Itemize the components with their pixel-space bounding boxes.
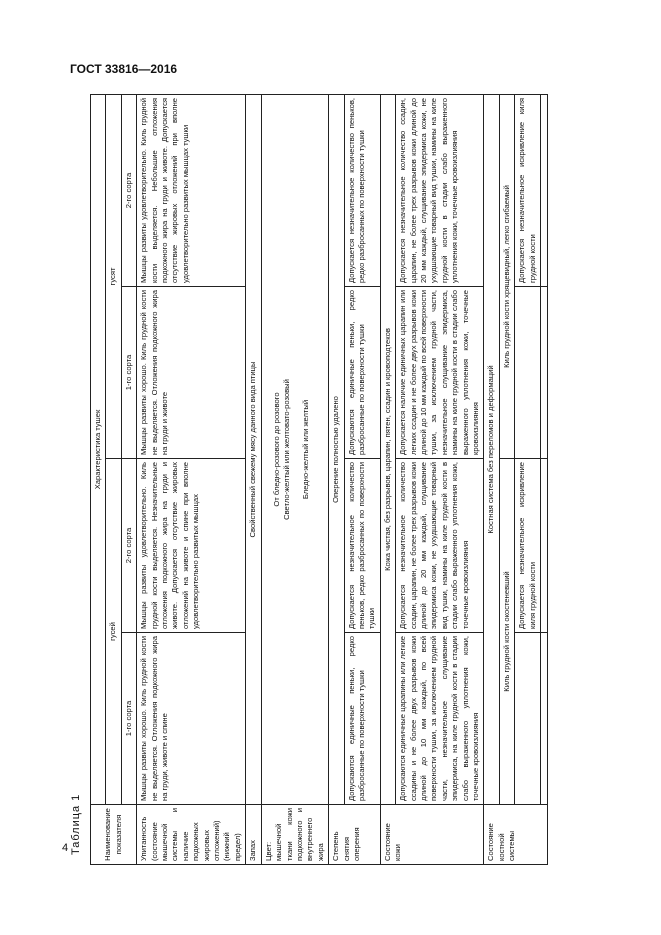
row-plucking [329, 95, 344, 865]
header-characteristic: Характеристика тушек [91, 95, 106, 805]
skin-goslings-grade2: Допускается незначительное количество ссадин, царапин, не более трех разрывов кожи длиной до 20 мм каждый, слущивание эпидермиса кожи, не ухудшающие товарный вид тушки, намины на киле грудной кости в стадии слабо выраженного уплотнения кожи, точечные кровоизлияния [396, 95, 484, 287]
color-label: Цвет: мышечной ткани кожи подкожного и внутреннего жира [261, 805, 328, 865]
header-geese-grade1: 1-го сорта [121, 633, 136, 805]
skin-common: Кожа чистая, без разрывов, царапин, пятен, ссадин и кровоподтеков [380, 95, 395, 805]
bones-goslings-grade1-empty [515, 287, 541, 459]
fatness-geese-grade2: Мышцы развиты удовлетворительно. Киль грудной кости выделяется. Незначительные отложения подкожного жира на груди и животе. Допускается отсутствие жировых отложений на животе и спине при вполне удовлетворительно развитых мышцах [137, 459, 246, 633]
row-bones-spacer [541, 95, 548, 865]
color-skin: Светло-желтый или желтовато-розовый [282, 379, 292, 520]
plucking-geese-grade1: Допускаются единичные пеньки, редко разбросанные по поверхности тушки [344, 633, 380, 805]
plucking-common: Оперение полностью удалено [329, 95, 344, 805]
bones-goslings-grade2: Допускается незначительное искривление киля грудной кости [515, 95, 541, 287]
row-bones-grade2 [515, 95, 541, 865]
skin-goslings-grade1: Допускается наличие единичных царапин или легких ссадин и не более двух разрывов кожи длиной до 10 мм каждый по всей поверхности тушки, за исключением грудной части, незначительное слущивание эпидермиса, намины на киле грудной кости в стадии слабо выраженного уплотнения кожи, точечные кровоизлияния [396, 287, 484, 459]
row-bones [484, 95, 499, 865]
skin-label: Состояние кожи [380, 805, 484, 865]
plucking-geese-grade2: Допускается незначительное количество пеньков, редко разбросанных по поверхности тушки [344, 459, 380, 633]
bones-geese-grade2: Допускается незначительное искривление киля грудной кости [515, 459, 541, 633]
header-name: Наименование показателя [91, 805, 137, 865]
fatness-geese-grade1: Мышцы развиты хорошо. Киль грудной кости не выделяется. Отложения подкожного жира на груди, животе и спине [137, 633, 246, 805]
bones-goslings-keel: Киль грудной кости хрящевидный, легко сгибаемый [499, 95, 514, 459]
bones-common: Костная система без переломов и деформаций [484, 95, 499, 805]
header-goslings: гусят [106, 95, 121, 459]
table-caption: Таблица 1 [70, 793, 82, 855]
plucking-label: Степень снятия оперения [329, 805, 381, 865]
row-skin-details [396, 95, 484, 865]
bones-geese-grade1-empty [515, 633, 541, 805]
row-smell [246, 95, 261, 865]
fatness-goslings-grade1: Мышцы развиты хорошо. Киль грудной кости не выделяется. Отложения подкожного жира на груди и животе [137, 287, 246, 459]
row-bones-keel [499, 95, 514, 865]
color-fat: Бледно-желтый или желтый [300, 399, 310, 500]
row-fatness [137, 95, 246, 865]
fatness-label: Упитанность (состояние мышечной системы и наличие подкожных жировых отложений) (нижний предел) [137, 805, 246, 865]
bones-label: Состояние костной системы [484, 805, 548, 865]
plucking-goslings-grade1: Допускаются единичные пеньки, редко разбросанные по поверхности тушки [344, 287, 380, 459]
quality-table [90, 94, 548, 865]
header-goslings-grade1: 1-го сорта [121, 287, 136, 459]
skin-geese-grade1: Допускаются единичные царапины или легкие ссадины и не более двух разрывов кожи длиной до 10 мм каждый, по всей поверхности тушки, за исключением грудной части, незначительное слущивание эпидермиса, на киле грудной кости в стадии слабо выраженного уплотнения кожи, точечные кровоизлияния [396, 633, 484, 805]
rotated-table-area [66, 85, 626, 865]
smell-label: Запах [246, 805, 261, 865]
document-header: ГОСТ 33816—2016 [70, 62, 178, 76]
row-skin [380, 95, 395, 865]
fatness-goslings-grade2: Мышцы развиты удовлетворительно. Киль грудной кости выделяется. Небольшие отложения подкожного жира на груди и животе. Допускается отсутствие жировых отложений при вполне удовлетворительно развитых мышцах тушки [137, 95, 246, 287]
row-plucking-details [344, 95, 380, 865]
color-muscle: От бледно-розового до розового [271, 392, 281, 507]
plucking-goslings-grade2: Допускается незначительное количество пеньков, редко разбросанных по поверхности тушки [344, 95, 380, 287]
smell-value: Свойственный свежему мясу данного вида птицы [246, 95, 261, 805]
bones-geese-keel: Киль грудной кости окостеневший [499, 459, 514, 805]
page-number: 4 [62, 842, 69, 854]
color-values [261, 95, 328, 805]
header-geese: гусей [106, 459, 121, 805]
skin-geese-grade2: Допускается незначительное количество ссадин, царапин, не более трех разрывов кожи длиной до 20 мм каждый, слущивание эпидермиса кожи, не ухудшающие товарный вид тушки, намины на киле грудной кости в стадии слабо выраженного уплотнения кожи, точечные кровоизлияния [396, 459, 484, 633]
header-geese-grade2: 2-го сорта [121, 459, 136, 633]
header-goslings-grade2: 2-го сорта [121, 95, 136, 287]
row-color [261, 95, 328, 865]
